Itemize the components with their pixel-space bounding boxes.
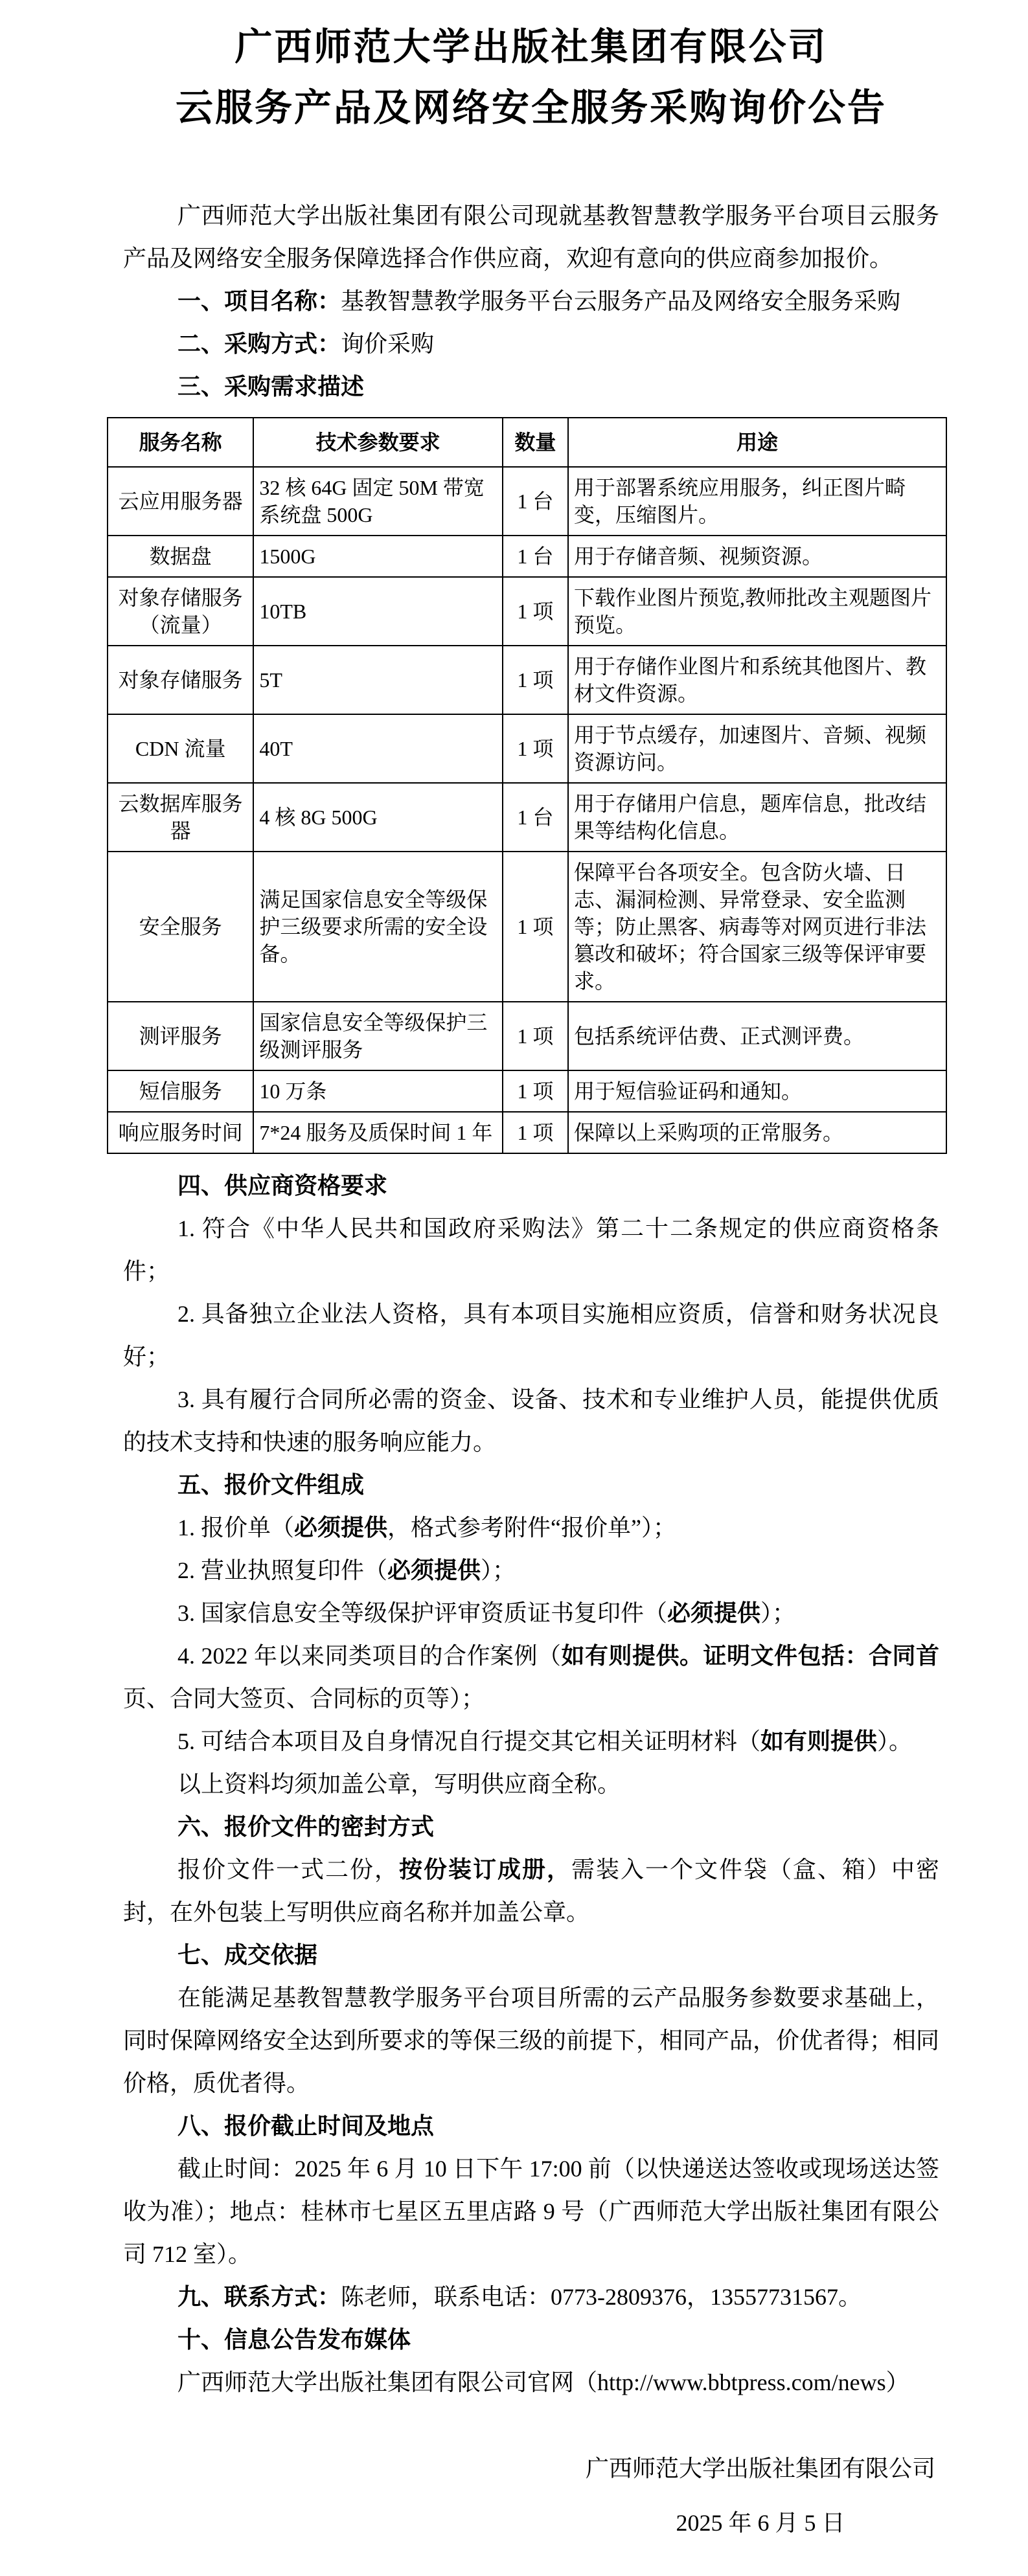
- bold-text-run: 十、信息公告发布媒体: [177, 2327, 411, 2353]
- table-cell: 1 项: [503, 852, 568, 1002]
- table-cell: 32 核 64G 固定 50M 带宽 系统盘 500G: [253, 467, 503, 536]
- table-cell: 国家信息安全等级保护三级测评服务: [253, 1002, 503, 1070]
- text-run: 1. 报价单（: [177, 1515, 295, 1541]
- table-cell: 保障以上采购项的正常服务。: [568, 1112, 946, 1153]
- text-run: 1. 符合《中华人民共和国政府采购法》第二十二条规定的供应商资格条件；: [123, 1215, 939, 1284]
- table-cell: 包括系统评估费、正式测评费。: [568, 1002, 946, 1070]
- table-cell: 短信服务: [108, 1070, 253, 1112]
- table-cell: 1 项: [503, 1112, 568, 1153]
- text-run: ）；: [481, 1557, 516, 1583]
- table-cell: 10 万条: [253, 1070, 503, 1112]
- table-cell: CDN 流量: [108, 714, 253, 783]
- table-cell: 1 项: [503, 714, 568, 783]
- signature-company: 广西师范大学出版社集团有限公司: [585, 2456, 935, 2481]
- title-line-1: 广西师范大学出版社集团有限公司: [234, 26, 828, 68]
- table-cell: 对象存储服务: [108, 646, 253, 714]
- section-6-heading: [123, 1805, 939, 1848]
- section-5-heading: [123, 1463, 939, 1506]
- section-4-heading: [123, 1164, 939, 1207]
- text-run: 需装入一个文件袋（盒、箱）中密封，在外包装上写明供应商名称并加盖公章。: [123, 1857, 939, 1925]
- body-before-table: [123, 194, 939, 408]
- column-header: 技术参数要求: [253, 418, 503, 467]
- table-cell: 下载作业图片预览,教师批改主观题图片预览。: [568, 577, 946, 646]
- bold-text-run: 六、报价文件的密封方式: [177, 1814, 435, 1840]
- table-cell: 用于节点缓存，加速图片、音频、视频资源访问。: [568, 714, 946, 783]
- column-header: 服务名称: [108, 418, 253, 467]
- supplier-requirement-2: [123, 1293, 939, 1378]
- table-row: [108, 1112, 946, 1153]
- signature-block: [123, 2441, 939, 2550]
- quote-file-item-5: [123, 1720, 939, 1763]
- bold-text-run: 七、成交依据: [177, 1942, 318, 1968]
- table-cell: 4 核 8G 500G: [253, 783, 503, 852]
- text-run: 5. 可结合本项目及自身情况自行提交其它相关证明材料（: [177, 1728, 761, 1754]
- table-cell: 测评服务: [108, 1002, 253, 1070]
- bold-text-run: 必须提供: [294, 1515, 388, 1541]
- table-row: [108, 852, 946, 1002]
- table-cell: 1 项: [503, 577, 568, 646]
- text-run: 在能满足基教智慧教学服务平台项目所需的云产品服务参数要求基础上，同时保障网络安全达到所要求的等保三级的前提下，相同产品，价优者得；相同价格，质优者得。: [123, 1985, 940, 2096]
- table-cell: 保障平台各项安全。包含防火墙、日志、漏洞检测、异常登录、安全监测等；防止黑客、病毒等对网页进行非法篡改和破坏；符合国家三级等保评审要求。: [568, 852, 946, 1002]
- document-body: [118, 194, 940, 2404]
- quote-file-item-3: [123, 1592, 939, 1634]
- bold-text-run: 二、采购方式：: [177, 331, 341, 357]
- body-after-table: [123, 1164, 939, 2404]
- document-title: [123, 17, 939, 139]
- table-row: [108, 646, 946, 714]
- seal-note: [123, 1763, 939, 1805]
- bold-text-run: 三、采购需求描述: [177, 374, 365, 400]
- award-basis-paragraph: [123, 1976, 939, 2105]
- title-line-2: 云服务产品及网络安全服务采购询价公告: [175, 87, 887, 129]
- table-cell: 1 台: [503, 783, 568, 852]
- bold-text-run: 九、联系方式：: [177, 2284, 341, 2310]
- text-run: 2. 营业执照复印件（: [177, 1557, 388, 1583]
- table-cell: 满足国家信息安全等级保护三级要求所需的安全设备。: [253, 852, 503, 1002]
- table-cell: 数据盘: [108, 536, 253, 577]
- table-cell: 1 项: [503, 646, 568, 714]
- text-run: 3. 国家信息安全等级保护评审资质证书复印件（: [177, 1600, 668, 1626]
- table-row: [108, 783, 946, 852]
- table-cell: 用于存储用户信息，题库信息，批改结果等结构化信息。: [568, 783, 946, 852]
- table-cell: 1 项: [503, 1002, 568, 1070]
- quote-file-item-4: [123, 1634, 939, 1720]
- deadline-paragraph: [123, 2147, 939, 2276]
- text-run: 2. 具备独立企业法人资格，具有本项目实施相应资质，信誉和财务状况良好；: [123, 1301, 939, 1370]
- table-cell: 5T: [253, 646, 503, 714]
- section-7-heading: [123, 1934, 939, 1976]
- section-3-demand-heading: [123, 365, 939, 408]
- table-cell: 1 台: [503, 467, 568, 536]
- supplier-requirement-3: [123, 1378, 939, 1463]
- bold-text-run: 如有则提供: [760, 1728, 878, 1754]
- section-2-procurement-method: [123, 322, 939, 365]
- table-cell: 对象存储服务（流量）: [108, 577, 253, 646]
- table-cell: 1500G: [253, 536, 503, 577]
- procurement-spec-table: [107, 417, 947, 1154]
- table-cell: 7*24 服务及质保时间 1 年: [253, 1112, 503, 1153]
- intro-paragraph: [123, 194, 939, 280]
- table-row: [108, 467, 946, 536]
- bold-text-run: 按份装订成册，: [399, 1857, 571, 1882]
- table-body: [108, 467, 946, 1153]
- bold-text-run: 如有则提供。证明文件包括：合同首: [561, 1643, 939, 1669]
- table-row: [108, 536, 946, 577]
- text-run: 广西师范大学出版社集团有限公司现就基教智慧教学服务平台项目云服务产品及网络安全服务保障选择合作供应商，欢迎有意向的供应商参加报价。: [123, 203, 939, 271]
- publish-media-paragraph: [123, 2361, 939, 2404]
- table-row: [108, 714, 946, 783]
- bold-text-run: 五、报价文件组成: [177, 1472, 365, 1498]
- table-cell: 安全服务: [108, 852, 253, 1002]
- bold-text-run: 一、项目名称：: [177, 288, 341, 314]
- text-run: 截止时间：2025 年 6 月 10 日下午 17:00 前（以快递送达签收或现场送达签收为准）；地点：桂林市七星区五里店路 9 号（广西师范大学出版社集团有限公司 712 室）。: [123, 2156, 939, 2267]
- section-10-heading: [123, 2318, 939, 2361]
- text-run: 以上资料均须加盖公章，写明供应商全称。: [177, 1771, 621, 1797]
- table-cell: 用于部署系统应用服务，纠正图片畸变，压缩图片。: [568, 467, 946, 536]
- table-row: [108, 577, 946, 646]
- text-run: 4. 2022 年以来同类项目的合作案例（: [177, 1643, 562, 1669]
- text-run: 报价文件一式二份，: [177, 1857, 399, 1882]
- bold-text-run: 四、供应商资格要求: [177, 1173, 388, 1199]
- table-cell: 云数据库服务器: [108, 783, 253, 852]
- table-cell: 10TB: [253, 577, 503, 646]
- section-1-project-name: [123, 280, 939, 322]
- section-9-contact: [123, 2276, 939, 2318]
- signature-inner: [586, 2441, 935, 2550]
- table-cell: 用于短信验证码和通知。: [568, 1070, 946, 1112]
- table-cell: 用于存储作业图片和系统其他图片、教材文件资源。: [568, 646, 946, 714]
- column-header: 数量: [503, 418, 568, 467]
- bold-text-run: 必须提供: [387, 1557, 481, 1583]
- table-row: [108, 1002, 946, 1070]
- quote-file-item-2: [123, 1549, 939, 1592]
- text-run: 广西师范大学出版社集团有限公司官网（http://www.bbtpress.com/news）: [177, 2369, 909, 2395]
- text-run: 询价采购: [341, 331, 435, 357]
- sealing-paragraph: [123, 1848, 939, 1934]
- table-cell: 1 台: [503, 536, 568, 577]
- section-8-heading: [123, 2105, 939, 2147]
- quote-file-item-1: [123, 1506, 939, 1549]
- table-cell: 云应用服务器: [108, 467, 253, 536]
- text-run: ，格式参考附件“报价单”）；: [387, 1515, 676, 1541]
- text-run: 3. 具有履行合同所必需的资金、设备、技术和专业维护人员，能提供优质的技术支持和快速的服务响应能力。: [123, 1386, 939, 1455]
- table-cell: 响应服务时间: [108, 1112, 253, 1153]
- supplier-requirement-1: [123, 1207, 939, 1293]
- table-header-row: [108, 418, 946, 467]
- signature-date: 2025 年 6 月 5 日: [676, 2510, 845, 2536]
- text-run: 基教智慧教学服务平台云服务产品及网络安全服务采购: [341, 288, 901, 314]
- bold-text-run: 八、报价截止时间及地点: [177, 2113, 435, 2139]
- text-run: ）；: [760, 1600, 796, 1626]
- table-cell: 用于存储音频、视频资源。: [568, 536, 946, 577]
- table-row: [108, 1070, 946, 1112]
- bold-text-run: 必须提供: [667, 1600, 761, 1626]
- table-cell: 1 项: [503, 1070, 568, 1112]
- text-run: 陈老师，联系电话：0773-2809376，13557731567。: [341, 2284, 862, 2310]
- text-run: 页、合同大签页、合同标的页等）；: [123, 1686, 485, 1712]
- column-header: 用途: [568, 418, 946, 467]
- table-cell: 40T: [253, 714, 503, 783]
- text-run: ）。: [877, 1728, 913, 1754]
